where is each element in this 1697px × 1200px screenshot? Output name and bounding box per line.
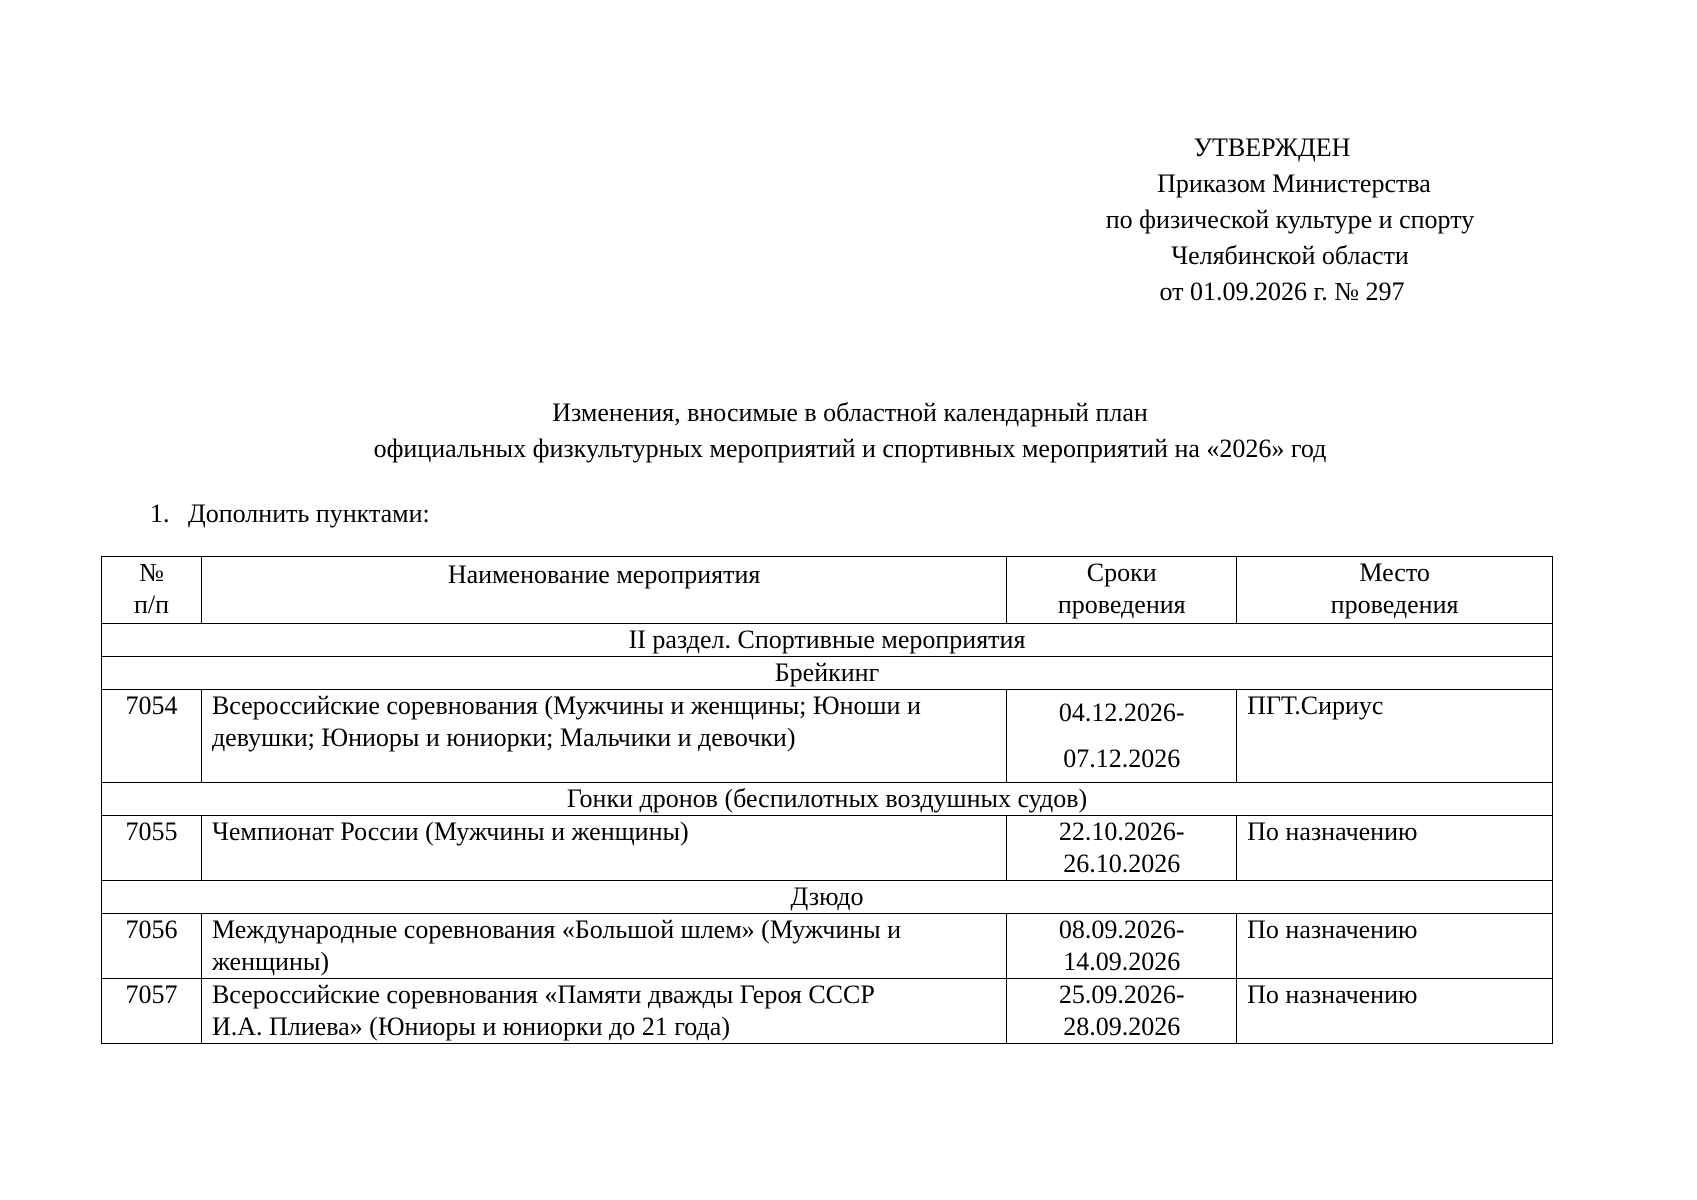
row-dates: [1007, 979, 1237, 1044]
row-event-name-line-2: И.А. Плиева» (Юниоры и юниорки до 21 года): [211, 1012, 730, 1041]
row-event-name: Всероссийские соревнования (Мужчины и женщины; Юноши и девушки; Юниоры и юниорки; Мальчики и девочки): [201, 690, 1006, 783]
section-title-row: [102, 624, 1553, 657]
row-place: По назначению: [1237, 979, 1553, 1044]
table-row: [102, 914, 1553, 979]
approval-ministry-line: по физической культуре и спорту: [1105, 205, 1475, 234]
row-number: 7054: [102, 690, 202, 783]
table-header-row: [102, 557, 1553, 624]
sport-title: Дзюдо: [102, 881, 1553, 914]
point-1: [150, 497, 430, 531]
point-text: Дополнить пунктами:: [188, 499, 430, 528]
row-date-start: 08.09.2026-: [1058, 915, 1185, 944]
row-place: По назначению: [1237, 816, 1553, 881]
header-event-name: Наименование мероприятия: [201, 557, 1006, 624]
approval-heading: УТВЕРЖДЕН: [1193, 133, 1351, 162]
row-number: 7057: [102, 979, 202, 1044]
header-number: № п/п: [102, 557, 202, 624]
row-event-name: Чемпионат России (Мужчины и женщины): [201, 816, 1006, 881]
approval-stamp-block: [1080, 130, 1500, 310]
sport-row-drone-racing: [102, 783, 1553, 816]
row-number: 7055: [102, 816, 202, 881]
header-dates: Сроки проведения: [1007, 557, 1237, 624]
row-date-end: 14.09.2026: [1063, 947, 1181, 976]
events-table: [101, 556, 1553, 1044]
row-place: ПГТ.Сириус: [1237, 690, 1553, 783]
sport-title: Брейкинг: [102, 657, 1553, 690]
row-event-name: [201, 979, 1006, 1044]
table-row: [102, 979, 1553, 1044]
title-line-2: официальных физкультурных мероприятий и спортивных мероприятий на «2026» год: [373, 434, 1327, 463]
table-row: [102, 816, 1553, 881]
row-number: 7056: [102, 914, 202, 979]
row-date-end: 28.09.2026: [1063, 1012, 1181, 1041]
sport-row-judo: [102, 881, 1553, 914]
sport-row-breaking: [102, 657, 1553, 690]
row-date-start: 25.09.2026-: [1058, 980, 1185, 1009]
table-row: [102, 690, 1553, 783]
row-date-end: 26.10.2026: [1063, 849, 1181, 878]
point-number: 1.: [150, 499, 170, 528]
row-date-start: 22.10.2026-: [1058, 817, 1185, 846]
approval-region-line: Челябинской области: [1171, 241, 1409, 270]
section-title: II раздел. Спортивные мероприятия: [102, 624, 1553, 657]
header-place: Место проведения: [1237, 557, 1553, 624]
row-dates: [1007, 914, 1237, 979]
row-event-name-line-1: Всероссийские соревнования «Памяти дважды Героя СССР: [211, 980, 875, 1009]
row-place: По назначению: [1237, 914, 1553, 979]
row-date-end: 07.12.2026: [1063, 744, 1181, 773]
title-line-1: Изменения, вносимые в областной календарный план: [552, 398, 1148, 427]
approval-date-line: от 01.09.2026 г. № 297: [1159, 277, 1405, 306]
approval-order-line: Приказом Министерства: [1157, 169, 1431, 198]
document-title: [200, 395, 1500, 467]
row-date-start: 04.12.2026-: [1058, 698, 1185, 727]
row-dates: [1007, 690, 1237, 783]
sport-title: Гонки дронов (беспилотных воздушных судов): [102, 783, 1553, 816]
row-dates: [1007, 816, 1237, 881]
row-event-name: Международные соревнования «Большой шлем» (Мужчины и женщины): [201, 914, 1006, 979]
